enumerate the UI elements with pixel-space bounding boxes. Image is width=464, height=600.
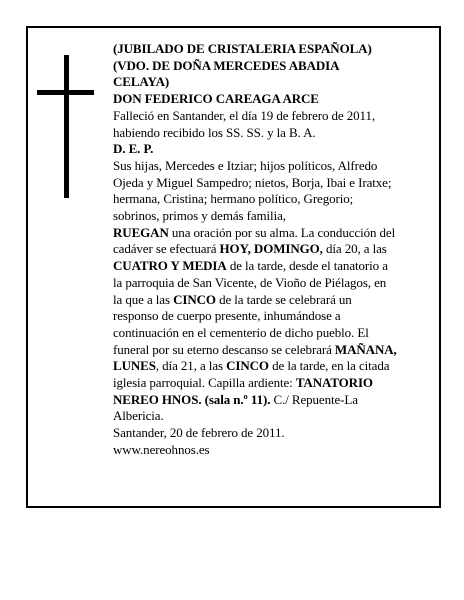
funeral-line-8: funeral por su eterno descanso se celebrará MAÑANA, <box>113 341 397 357</box>
header-line-2: (VDO. DE DOÑA MERCEDES ABADIA <box>113 57 340 73</box>
family-line-1: Sus hijas, Mercedes e Itziar; hijos políticos, Alfredo <box>113 157 378 173</box>
funeral-line-4: la parroquia de San Vicente, de Vioño de Piélagos, en <box>113 274 387 290</box>
funeral-line-2: cadáver se efectuará HOY, DOMINGO, día 20, a las <box>113 241 387 257</box>
family-line-2: Ojeda y Miguel Sampedro; nietos, Borja, Ibai e Iratxe; <box>113 174 392 190</box>
funeral-line-11: NEREO HNOS. (sala n.º 11). C./ Repuente-La <box>113 391 358 407</box>
funeral-line-10: iglesia parroquial. Capilla ardiente: TANATORIO <box>113 375 373 391</box>
funeral-line-1: RUEGAN una oración por su alma. La conducción del <box>113 224 396 240</box>
funeral-line-3: CUATRO Y MEDIA de la tarde, desde el tanatorio a <box>113 258 388 274</box>
funeral-line-12: Albericia. <box>113 408 164 424</box>
death-line-2: habiendo recibido los SS. SS. y la B. A. <box>113 124 316 140</box>
header-line-1: (JUBILADO DE CRISTALERIA ESPAÑOLA) <box>113 41 372 56</box>
header-line-3: CELAYA) <box>113 74 170 90</box>
rip-line: D. E. P. <box>113 141 154 157</box>
funeral-line-5: la que a las CINCO de la tarde se celebrará un <box>113 291 352 307</box>
family-line-3: hermana, Cristina; hermano político, Gregorio; <box>113 191 354 207</box>
website-link[interactable]: www.nereohnos.es <box>113 441 210 457</box>
obituary-text <box>113 41 435 459</box>
cross-icon <box>64 55 69 198</box>
funeral-line-9: LUNES, día 21, a las CINCO de la tarde, en la citada <box>113 358 390 374</box>
death-line-1: Falleció en Santander, el día 19 de febrero de 2011, <box>113 107 376 123</box>
funeral-line-7: continuación en el cementerio de dicho pueblo. El <box>113 324 369 340</box>
signature-date: Santander, 20 de febrero de 2011. <box>113 425 285 441</box>
family-line-4: sobrinos, primos y demás familia, <box>113 208 286 224</box>
deceased-name: DON FEDERICO CAREAGA ARCE <box>113 91 319 107</box>
cross-icon-bar <box>37 90 94 95</box>
funeral-line-6: responso de cuerpo presente, inhumándose a <box>113 308 341 324</box>
